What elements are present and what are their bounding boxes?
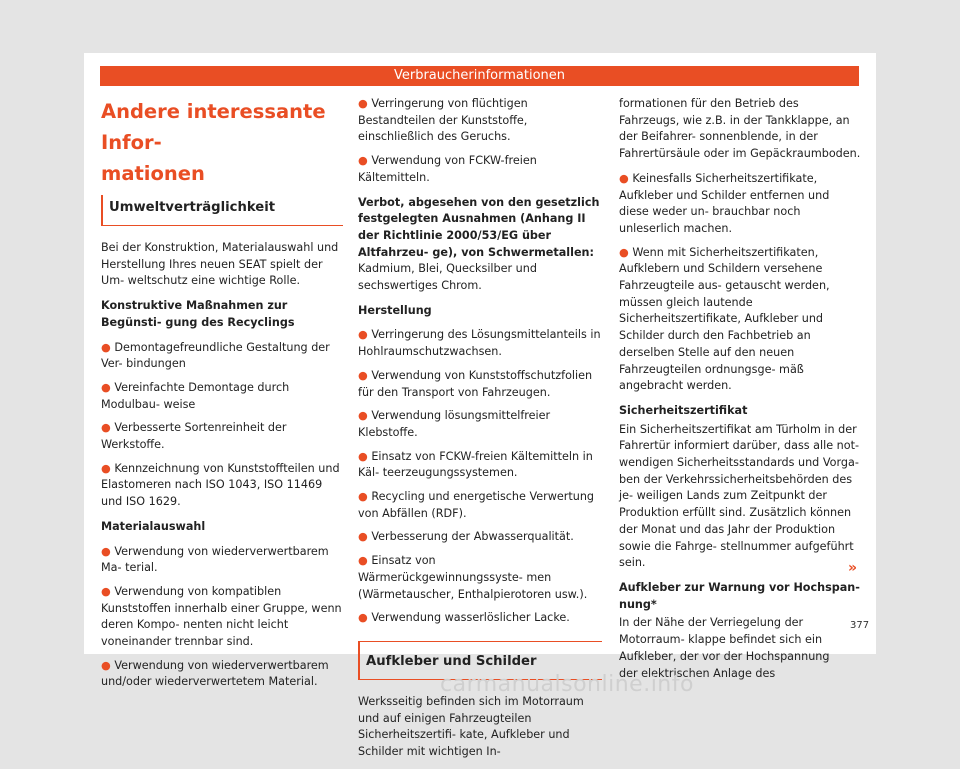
list-item: ● Demontagefreundliche Gestaltung der Ver- bindungen bbox=[101, 340, 330, 371]
list-item: ● Keinesfalls Sicherheitszertifikate, Aufkleber und Schilder entfernen und diese weder un- brauchbar noch unleserlich machen. bbox=[619, 171, 830, 235]
bullet-icon: ● bbox=[358, 328, 372, 342]
list-item: ● Vereinfachte Demontage durch Modulbau- weise bbox=[101, 380, 290, 411]
column-1 bbox=[101, 96, 343, 699]
section-heading-umwelt: Umweltverträglichkeit bbox=[101, 195, 343, 226]
bullet-icon: ● bbox=[358, 449, 372, 463]
bullet-icon: ● bbox=[101, 584, 115, 598]
list-item: ● Verwendung von kompatiblen Kunststoffen innerhalb einer Gruppe, wenn deren Kompo- nenten nicht leicht voneinander trennbar sind. bbox=[101, 584, 342, 649]
continue-arrow-icon: » bbox=[848, 560, 858, 576]
page-number: 377 bbox=[850, 620, 870, 631]
list-item: ● Verwendung lösungsmittelfreier Klebstoffe. bbox=[358, 409, 551, 439]
bullet-icon: ● bbox=[358, 154, 372, 168]
bullet-icon: ● bbox=[358, 530, 372, 544]
list-item: ● Verwendung von wiederverwertbarem Ma- terial. bbox=[101, 544, 329, 575]
page-title: Andere interessante Infor- mationen bbox=[101, 100, 326, 185]
subheading-sicherheitszertifikat: Sicherheitszertifikat bbox=[619, 403, 748, 417]
bullet-list-material bbox=[101, 544, 343, 692]
verbot-paragraph: Verbot, abgesehen von den gesetzlich festgelegten Ausnahmen (Anhang II der Richtlinie 2000/53/EG über Altfahrzeu- ge), von Schwermetallen: Kadmium, Blei, Quecksilber und sechswertiges Chrom. bbox=[358, 195, 600, 293]
chapter-header: Verbraucherinformationen bbox=[100, 66, 859, 86]
list-item: ● Verwendung wasserlöslicher Lacke. bbox=[358, 611, 570, 625]
subheading-materialauswahl: Materialauswahl bbox=[101, 519, 206, 533]
column-2 bbox=[358, 96, 602, 769]
list-item: ● Verwendung von FCKW-freien Kältemitteln. bbox=[358, 154, 537, 184]
bullet-icon: ● bbox=[358, 409, 372, 423]
aufkleber-intro: Werksseitig befinden sich im Motorraum und auf einigen Fahrzeugteilen Sicherheitszertifi- kate, Aufkleber und Schilder mit wichtigen In- bbox=[358, 694, 584, 759]
bullet-icon: ● bbox=[101, 340, 115, 354]
bullet-icon: ● bbox=[101, 380, 115, 394]
list-item: ● Verwendung von wiederverwertbarem und/oder wiederverwertetem Material. bbox=[101, 658, 329, 689]
list-item: ● Verringerung des Lösungsmittelanteils in Hohlraumschutzwachsen. bbox=[358, 328, 601, 359]
subheading-hochspannung: Aufkleber zur Warnung vor Hochspan- nung* bbox=[619, 580, 860, 611]
column-3 bbox=[619, 96, 861, 690]
bullet-icon: ● bbox=[101, 658, 115, 672]
watermark: carmanualsonline.info bbox=[440, 672, 694, 697]
list-item: ● Einsatz von FCKW-freien Kältemitteln in Käl- teerzeugungssystemen. bbox=[358, 449, 593, 480]
bullet-icon: ● bbox=[101, 421, 115, 435]
list-item: ● Verbesserte Sortenreinheit der Werkstoffe. bbox=[101, 421, 287, 452]
list-item: ● Verwendung von Kunststoffschutzfolien für den Transport von Fahrzeugen. bbox=[358, 368, 593, 399]
continued-paragraph: formationen für den Betrieb des Fahrzeugs, wie z.B. in der Tankklappe, an der Beifahrer- sonnenblende, in der Fahrertürsäule oder im Gepäckraumboden. bbox=[619, 97, 861, 161]
bullet-list-recycling bbox=[101, 340, 343, 511]
bullet-icon: ● bbox=[358, 490, 372, 504]
bullet-icon: ● bbox=[358, 97, 372, 110]
bullet-icon: ● bbox=[101, 461, 115, 475]
bullet-list-herstellung bbox=[358, 327, 602, 627]
list-item: ● Einsatz von Wärmerückgewinnungssyste- men (Wärmetauscher, Enthalpierotoren usw.). bbox=[358, 554, 588, 601]
bullet-icon: ● bbox=[101, 544, 115, 558]
bullet-icon: ● bbox=[358, 368, 372, 382]
bullet-icon: ● bbox=[358, 611, 372, 625]
subheading-recycling: Konstruktive Maßnahmen zur Begünsti- gung des Recyclings bbox=[101, 299, 295, 329]
hochspannung-text: In der Nähe der Verriegelung der Motorraum- klappe befindet sich ein Aufkleber, der vor der Hochspannung der elektrischen Anlage des bbox=[619, 616, 830, 680]
list-item: ● Verbesserung der Abwasserqualität. bbox=[358, 530, 574, 544]
bullet-icon: ● bbox=[619, 171, 633, 185]
list-item: ● Wenn mit Sicherheitszertifikaten, Aufklebern und Schildern versehene Fahrzeugteile aus- getauscht werden, müssen gleich lautende Sicherheitszertifikate, Aufkleber und Schilder durch den Fachbetrieb an derselben Stelle auf den neuen Fahrzeugteilen ordnungsge- mäß angebracht werden. bbox=[619, 245, 830, 393]
subheading-herstellung: Herstellung bbox=[358, 303, 432, 317]
list-item: ● Verringerung von flüchtigen Bestandteilen der Kunststoffe, einschließlich des Geruchs. bbox=[358, 97, 528, 144]
sicherheitszertifikat-text: Ein Sicherheitszertifikat am Türholm in der Fahrertür informiert darüber, dass alle not- wendigen Sicherheitsstandards und Vorga- ben der Verkehrssicherheitsbehörden des je- weiligen Lands zum Zeitpunkt der Produktion erfüllt sind. Zusätzlich können der Monat und das Jahr der Produktion sowie die Fahrge- stellnummer aufgeführt sein. bbox=[619, 422, 860, 570]
list-item: ● Recycling und energetische Verwertung von Abfällen (RDF). bbox=[358, 490, 595, 520]
intro-paragraph: Bei der Konstruktion, Materialauswahl und Herstellung Ihres neuen SEAT spielt der Um- weltschutz eine wichtige Rolle. bbox=[101, 241, 339, 288]
bullet-icon: ● bbox=[358, 554, 372, 568]
list-item: ● Kennzeichnung von Kunststoffteilen und Elastomeren nach ISO 1043, ISO 11469 und ISO 1629. bbox=[101, 461, 340, 509]
bullet-icon: ● bbox=[619, 245, 633, 259]
section-heading-aufkleber: Aufkleber und Schilder bbox=[358, 641, 602, 680]
